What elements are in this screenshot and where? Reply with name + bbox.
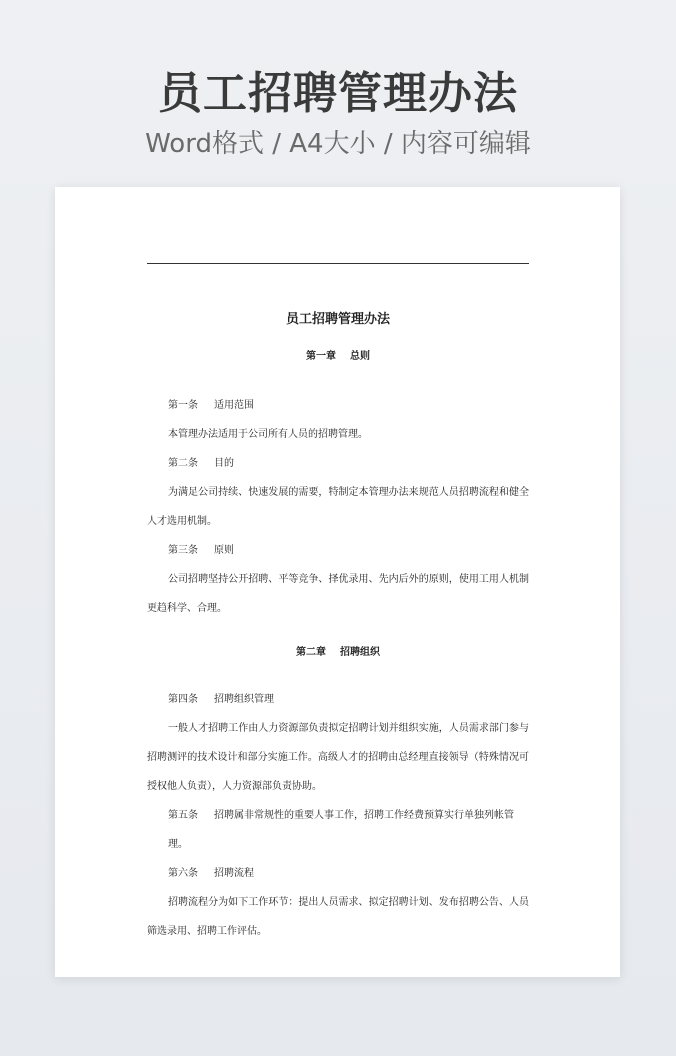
article-number: 第五条 [168,810,198,821]
article-paragraph: 招聘流程分为如下工作环节：提出人员需求、拟定招聘计划、发布招聘公告、人员筛选录用、招聘工作评估。 [147,897,529,937]
article-heading [147,859,529,888]
document-page [55,187,620,977]
article-number: 第三条 [168,545,198,556]
article-title: 目的 [214,458,234,469]
article-number: 第二条 [168,458,198,469]
document-title: 员工招聘管理办法 [285,312,390,327]
article-heading [147,685,529,714]
chapter-name: 招聘组织 [340,647,380,658]
article-paragraph: 一般人才招聘工作由人力资源部负责拟定招聘计划并组织实施，人员需求部门参与招聘测评的技术设计和部分实施工作。高级人才的招聘由总经理直接领导（特殊情况可授权他人负责），人力资源部负责协助。 [147,723,529,792]
chapter-number: 第一章 [306,351,336,362]
article-title: 适用范围 [214,400,254,411]
banner-title: 员工招聘管理办法 [158,68,518,119]
article-paragraph: 本管理办法适用于公司所有人员的招聘管理。 [168,429,368,440]
header-rule [147,263,529,264]
chapter-heading [147,645,529,661]
banner-subtitle: Word格式 / A4大小 / 内容可编辑 [145,129,531,159]
banner [0,64,676,162]
chapter-heading [147,349,529,365]
article-number: 第四条 [168,694,198,705]
article-paragraph: 为满足公司持续、快速发展的需要，特制定本管理办法来规范人员招聘流程和健全人才选用机制。 [147,487,529,527]
article-title: 招聘组织管理 [214,694,274,705]
article-title: 招聘属非常规性的重要人事工作，招聘工作经费预算实行单独列帐管理。 [168,810,514,850]
article-heading [147,449,529,478]
article-heading [147,391,529,420]
chapter-number: 第二章 [296,647,326,658]
document-body [147,311,529,946]
article-title: 招聘流程 [214,868,254,879]
article-paragraph: 公司招聘坚持公开招聘、平等竞争、择优录用、先内后外的原则，使用工用人机制更趋科学、合理。 [147,574,529,614]
article-number: 第一条 [168,400,198,411]
article-heading [147,536,529,565]
article-number: 第六条 [168,868,198,879]
article-heading [147,801,529,859]
article-title: 原则 [214,545,234,556]
chapter-name: 总则 [350,351,370,362]
